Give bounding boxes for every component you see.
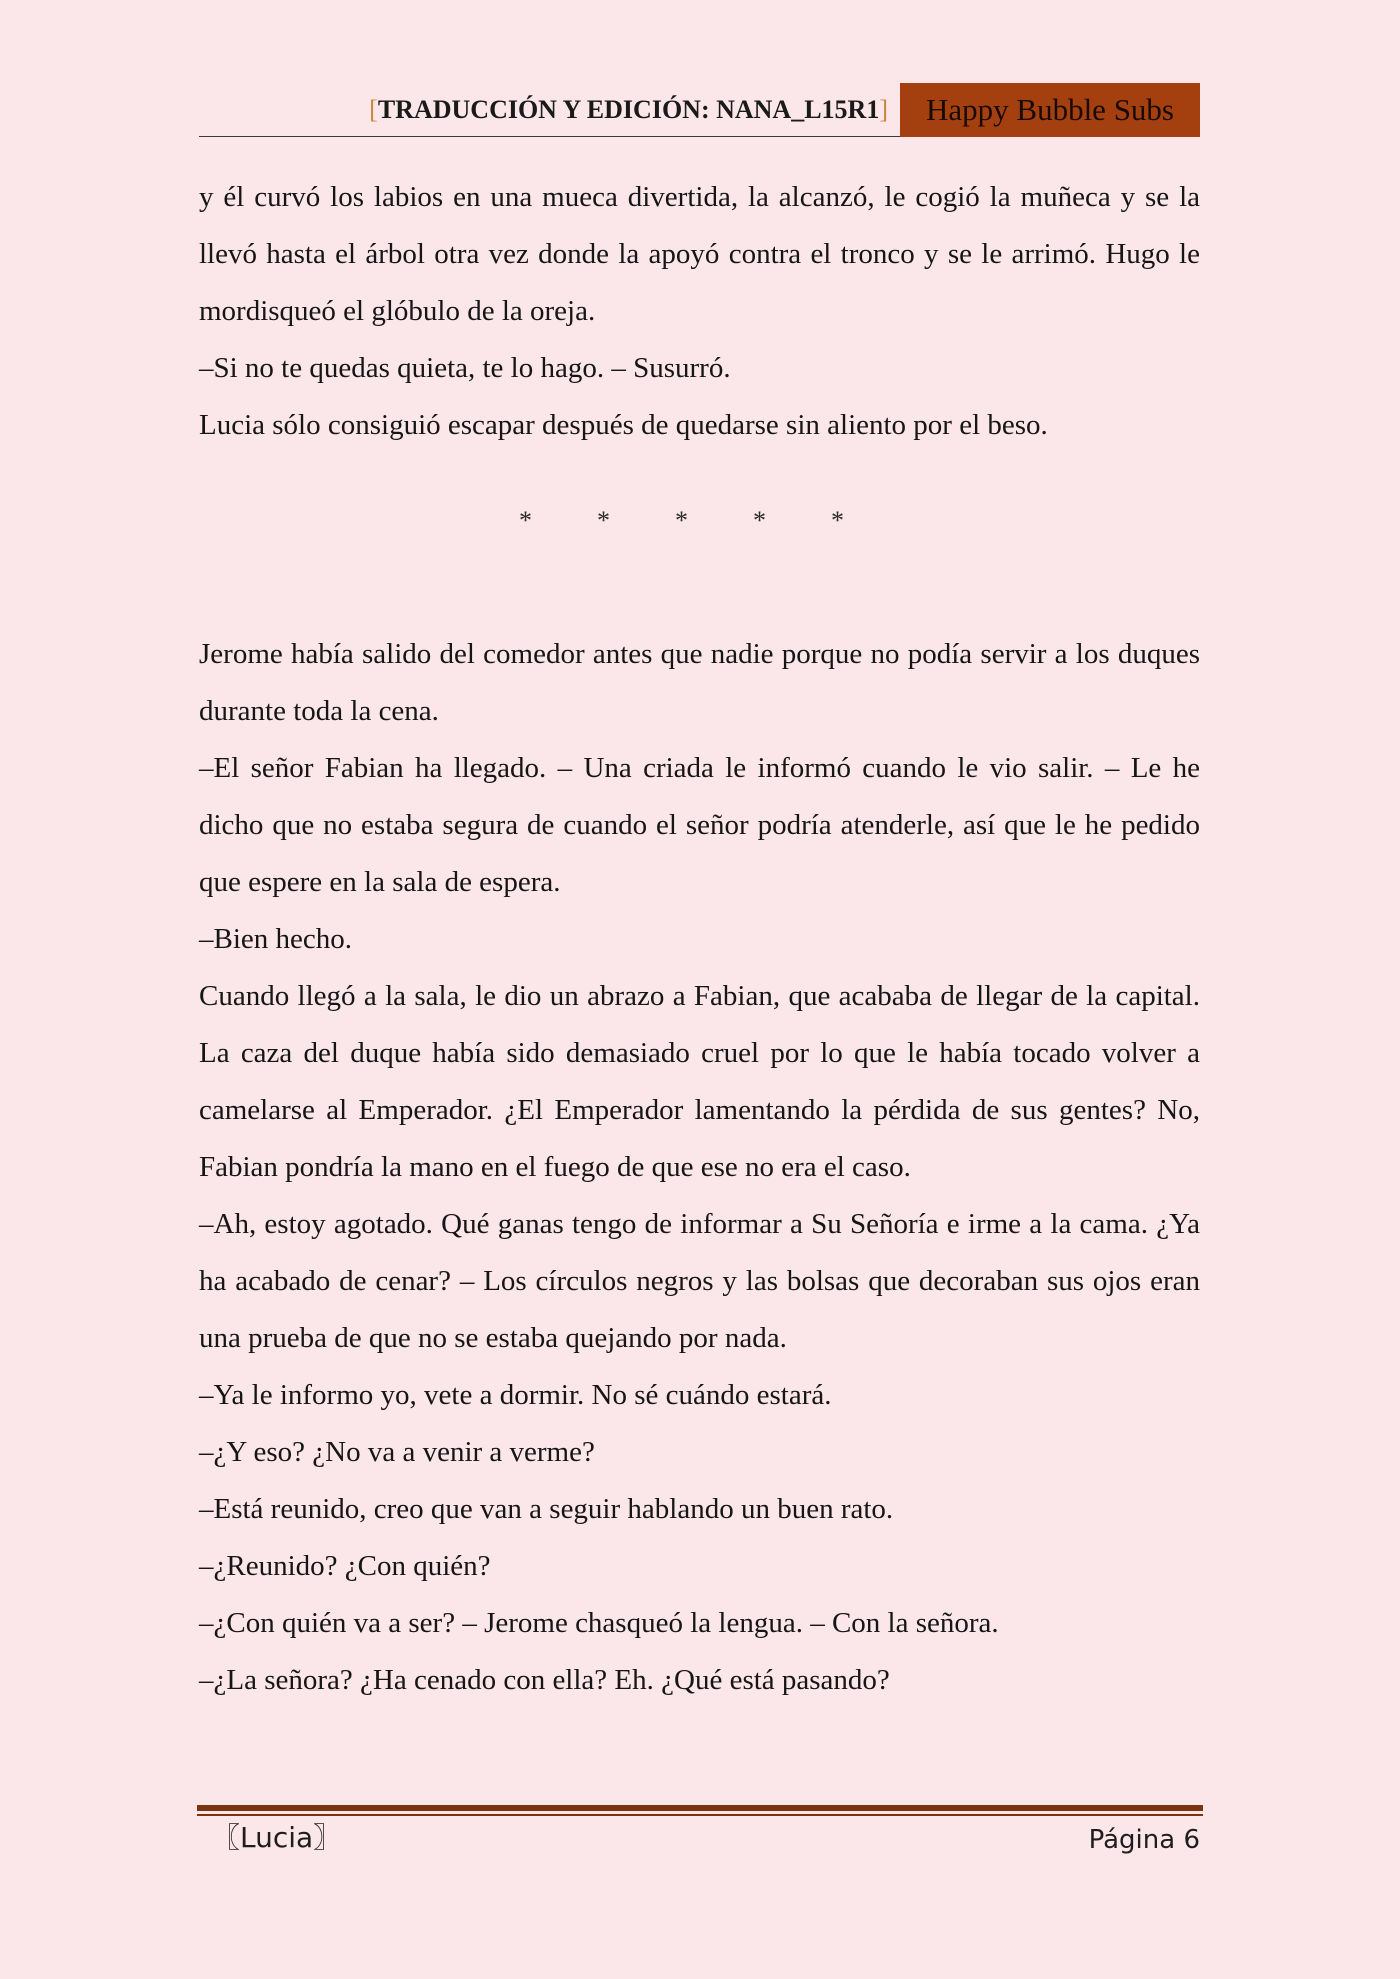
header-credit [369,95,888,125]
header-title: TRADUCCIÓN Y EDICIÓN: NANA_L15R1 [377,95,880,124]
paragraph: –¿Con quién va a ser? – Jerome chasqueó la lengua. – Con la señora. [199,1607,999,1639]
header-bracket-open: [ [369,95,378,124]
paragraph: –Si no te quedas quieta, te lo hago. – Susurró. [199,352,731,384]
footer-page-number: Página 6 [1088,1825,1200,1855]
paragraph: –Bien hecho. [199,923,353,955]
paragraph: Jerome había salido del comedor antes que nadie porque no podía servir a los duques durante toda la cena. [199,638,1200,727]
footer-book-title: 〖Lucia〗 [212,1821,342,1854]
footer-rule-thick [197,1805,1203,1811]
page-header [199,83,1200,137]
paragraph: –Ya le informo yo, vete a dormir. No sé cuándo estará. [199,1379,832,1411]
paragraph: –Está reunido, creo que van a seguir hablando un buen rato. [199,1493,894,1525]
header-bracket-close: ] [879,95,888,124]
paragraph: Lucia sólo consiguió escapar después de quedarse sin aliento por el beso. [199,409,1048,441]
paragraph: –¿Reunido? ¿Con quién? [199,1550,491,1582]
scene-break-stars: * * * * * [519,506,844,535]
paragraph: –El señor Fabian ha llegado. – Una criada le informó cuando le vio salir. – Le he dicho que no estaba segura de cuando el señor podría atenderle, así que le he pedido que espere en la sala de espera. [199,752,1200,898]
paragraph: –¿La señora? ¿Ha cenado con ella? Eh. ¿Qué está pasando? [199,1664,890,1696]
footer-rule-thin [197,1814,1203,1816]
paragraph: y él curvó los labios en una mueca divertida, la alcanzó, le cogió la muñeca y se la llevó hasta el árbol otra vez donde la apoyó contra el tronco y se le arrimó. Hugo le mordisqueó el glóbulo de la oreja. [199,181,1200,327]
paragraph: –¿Y eso? ¿No va a venir a verme? [199,1436,595,1468]
header-rule [199,136,900,137]
header-badge: Happy Bubble Subs [900,83,1200,137]
scene-break [199,454,1200,626]
paragraph: Cuando llegó a la sala, le dio un abrazo a Fabian, que acababa de llegar de la capital. La caza del duque había sido demasiado cruel por lo que le había tocado volver a camelarse al Emperador. ¿El Emperador lamentando la pérdida de sus gentes? No, Fabian pondría la mano en el fuego de que ese no era el caso. [199,980,1200,1183]
paragraph: –Ah, estoy agotado. Qué ganas tengo de informar a Su Señoría e irme a la cama. ¿Ya ha acabado de cenar? – Los círculos negros y las bolsas que decoraban sus ojos eran una prueba de que no se estaba quejando por nada. [199,1208,1200,1354]
page-body [199,169,1200,1709]
